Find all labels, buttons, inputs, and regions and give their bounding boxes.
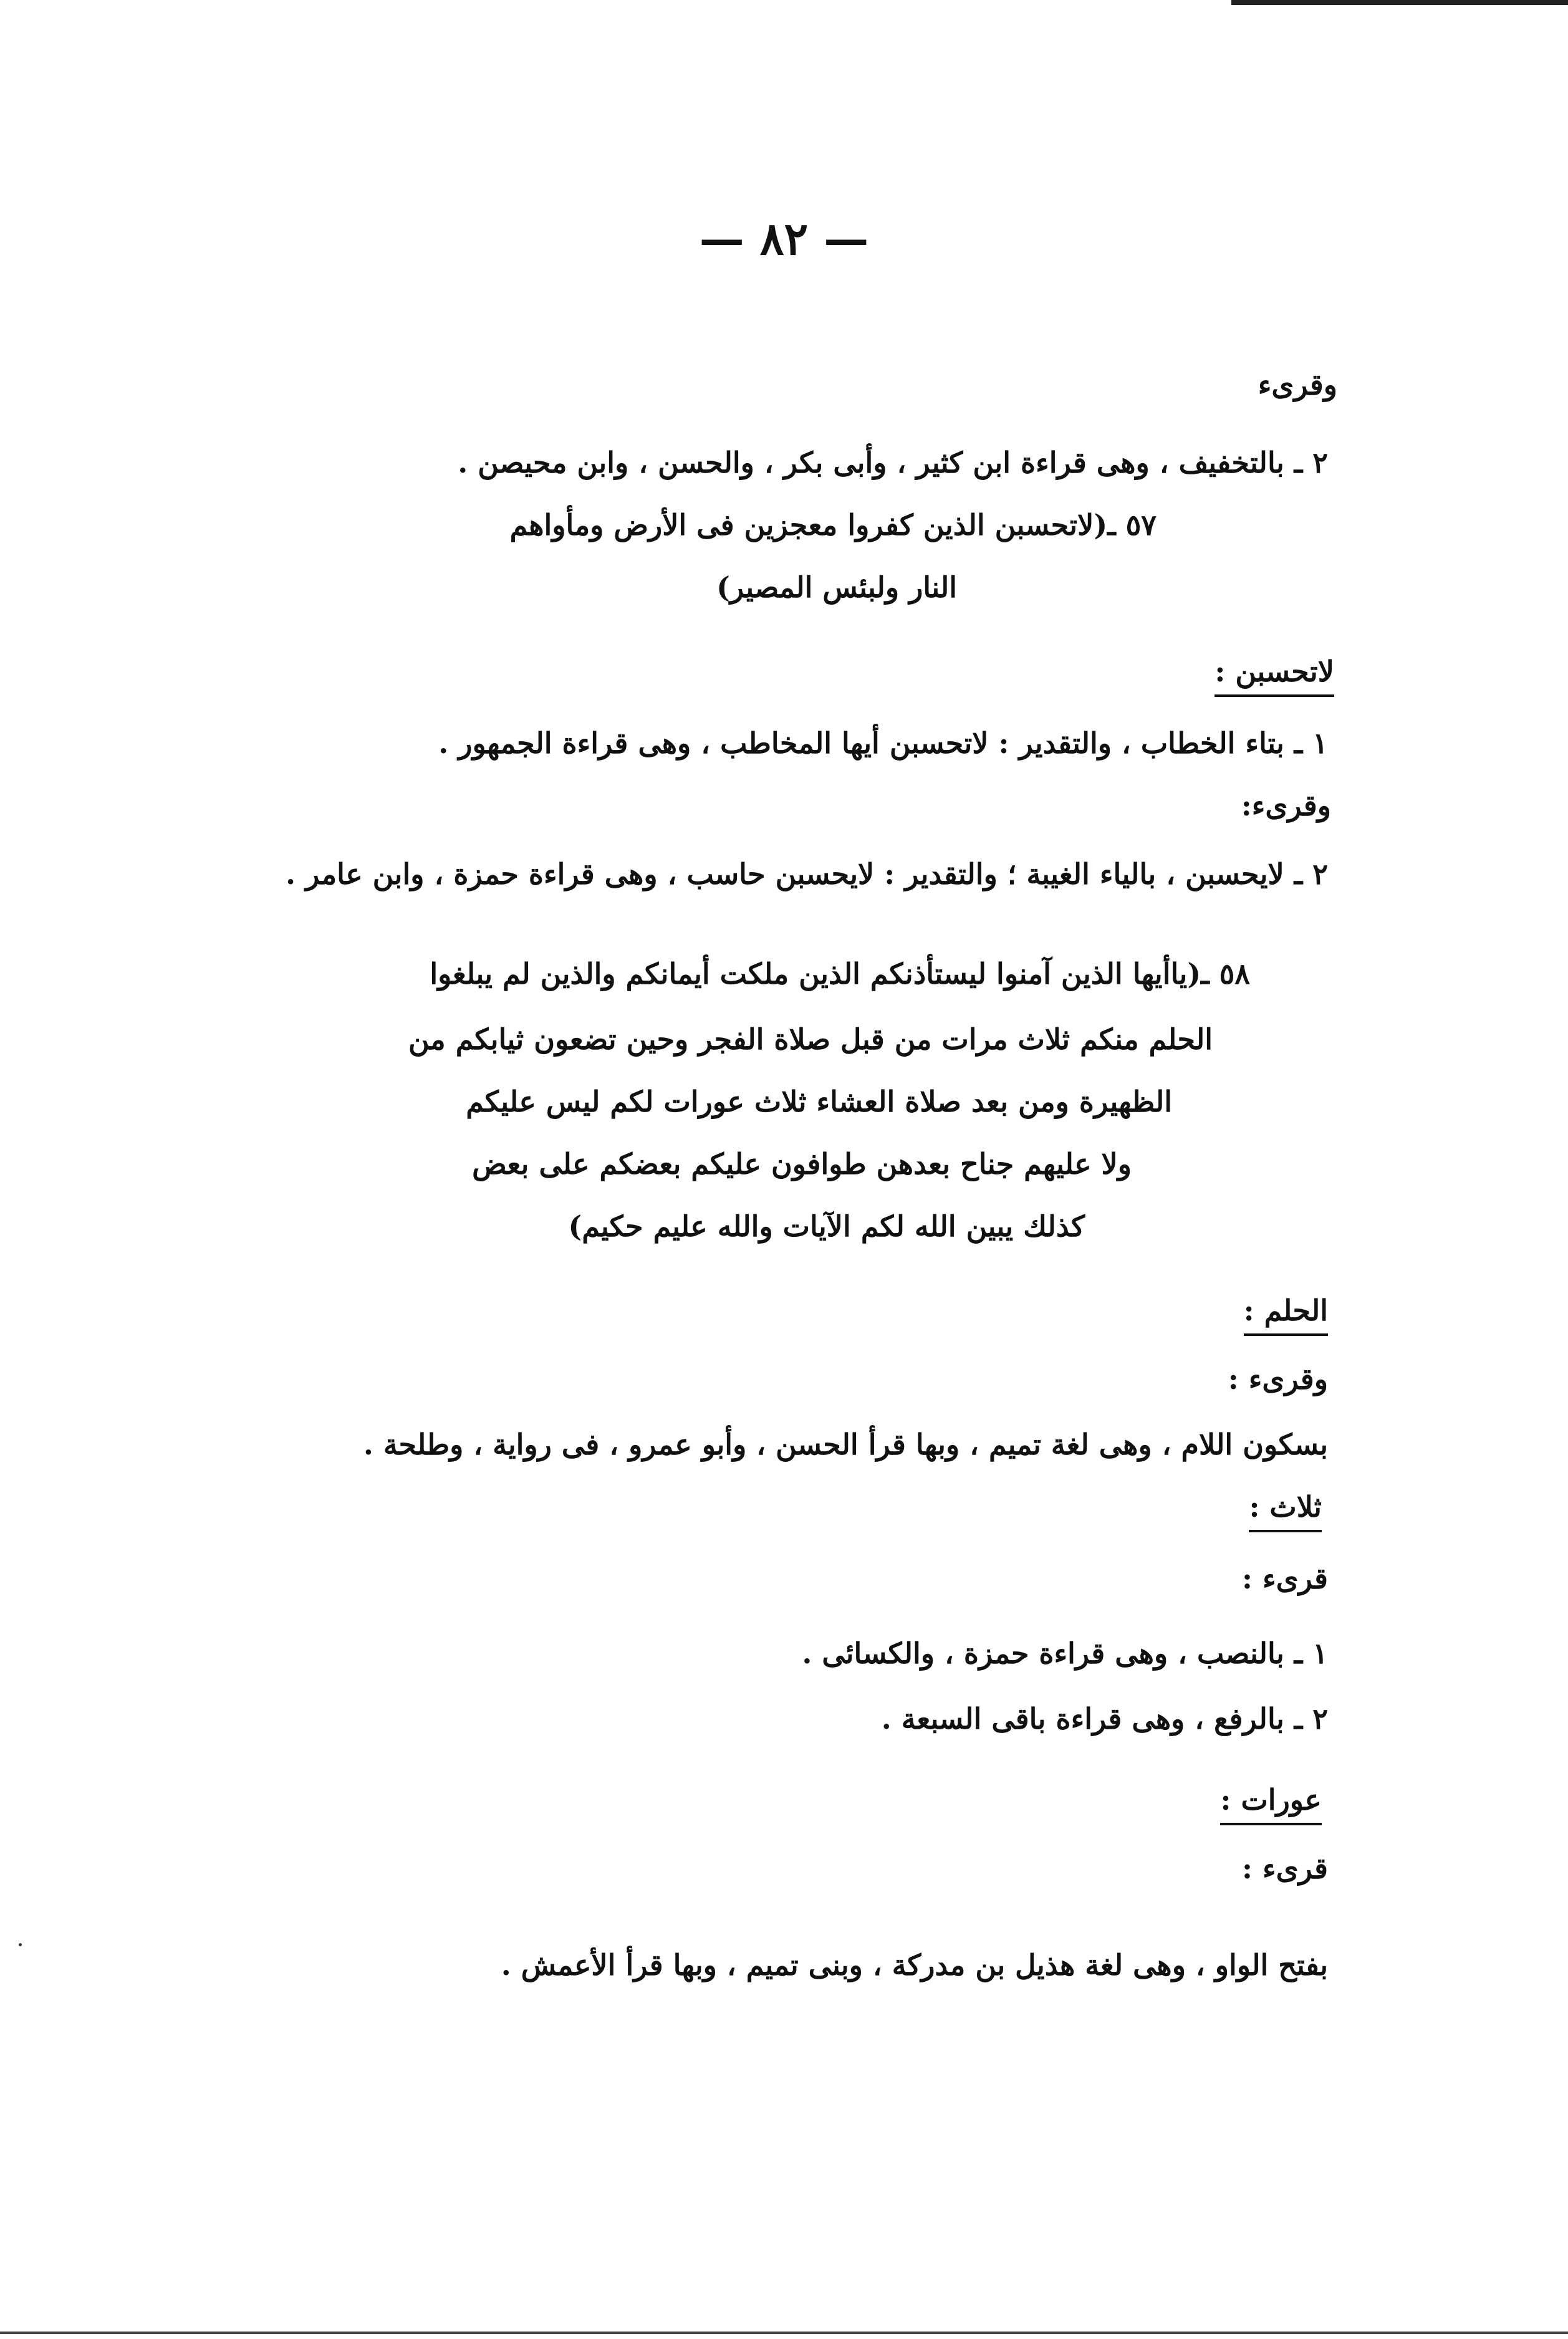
heading-la-tahsabanna	[1214, 655, 1334, 697]
heading-thalath-text: ثلاث :	[1249, 1490, 1322, 1532]
heading-awrat-text: عورات :	[1220, 1783, 1322, 1825]
reading-2-ya: ٢ ـ لايحسبن ، بالياء الغيبة ؛ والتقدير : لايحسبن حاسب ، وهى قراءة حمزة ، وابن عامر .	[286, 857, 1328, 891]
heading-hulum-text: الحلم :	[1244, 1294, 1328, 1336]
verse-58-line-1: ٥٨ ـ(ياأيها الذين آمنوا ليستأذنكم الذين ملكت أيمانكم والذين لم يبلغوا	[430, 957, 1250, 991]
qurie-label-3: وقرىء :	[1228, 1362, 1328, 1396]
verse-58-line-3: الظهيرة ومن بعد صلاة العشاء ثلاث عورات لكم ليس عليكم	[466, 1085, 1172, 1118]
reading-1-nasb: ١ ـ بالنصب ، وهى قراءة حمزة ، والكسائى .	[802, 1636, 1328, 1670]
reading-2-takhfif: ٢ ـ بالتخفيف ، وهى قراءة ابن كثير ، وأبى بكر ، والحسن ، وابن محيصن .	[458, 446, 1328, 479]
verse-57-line-2: النار ولبئس المصير)	[716, 570, 957, 604]
scan-speck	[19, 1943, 22, 1946]
page-number: — ٨٢ —	[699, 212, 869, 265]
heading-thalath	[1249, 1490, 1322, 1532]
heading-awrat	[1220, 1783, 1322, 1825]
qurie-label-2: وقرىء:	[1241, 789, 1331, 822]
reading-2-raf: ٢ ـ بالرفع ، وهى قراءة باقى السبعة .	[881, 1702, 1328, 1736]
verse-57-line-1: ٥٧ ـ(لاتحسبن الذين كفروا معجزين فى الأرض ومأواهم	[509, 508, 1157, 542]
bottom-edge-rule	[0, 2332, 1568, 2334]
verse-58-line-5: كذلك يبين الله لكم الآيات والله عليم حكيم)	[568, 1209, 1085, 1243]
reading-fath: بفتح الواو ، وهى لغة هذيل بن مدركة ، وبنى تميم ، وبها قرأ الأعمش .	[501, 1948, 1328, 1982]
heading-la-tahsabanna-text: لاتحسبن :	[1214, 655, 1334, 697]
verse-58-line-2: الحلم منكم ثلاث مرات من قبل صلاة الفجر وحين تضعون ثيابكم من	[408, 1022, 1213, 1056]
qurie-label-1: وقرىء	[1258, 368, 1337, 401]
verse-58-line-4: ولا عليهم جناح بعدهن طوافون عليكم بعضكم على بعض	[472, 1147, 1132, 1181]
reading-1-khitab: ١ ـ بتاء الخطاب ، والتقدير : لاتحسبن أيها المخاطب ، وهى قراءة الجمهور .	[438, 726, 1328, 760]
qurie-label-4: قرىء :	[1242, 1562, 1328, 1595]
reading-sukun: بسكون اللام ، وهى لغة تميم ، وبها قرأ الحسن ، وأبو عمرو ، فى رواية ، وطلحة .	[363, 1428, 1328, 1461]
top-edge-rule	[1231, 0, 1568, 5]
heading-hulum	[1244, 1294, 1328, 1336]
qurie-label-5: قرىء :	[1242, 1852, 1328, 1885]
